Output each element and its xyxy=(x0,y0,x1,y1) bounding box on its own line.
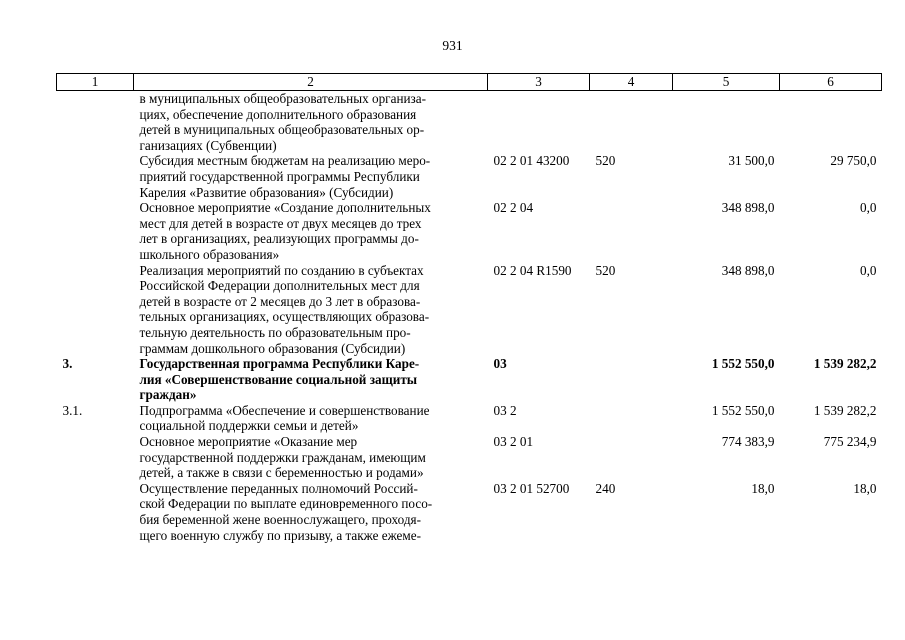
amount-year1-cell: 348 898,0 xyxy=(721,200,775,216)
expense-type-cell xyxy=(590,434,673,481)
amount-year1-cell: 348 898,0 xyxy=(721,262,775,278)
budget-code-cell: 03 2 01 xyxy=(493,434,534,450)
row-number-cell: 3.1. xyxy=(62,402,83,418)
row-name-cell: Государственная программа Республики Каре- лия «Совершенствование социальной защиты граждан» xyxy=(139,356,420,403)
expense-type-cell xyxy=(590,91,673,154)
table-row xyxy=(57,91,882,154)
amount-year2-cell xyxy=(780,91,882,154)
budget-code-cell: 03 2 01 52700 xyxy=(493,480,570,496)
column-header: 2 xyxy=(134,74,488,91)
amount-year1-cell: 18,0 xyxy=(751,480,775,496)
amount-year2-cell: 0,0 xyxy=(860,262,877,278)
amount-year2-cell: 18,0 xyxy=(853,480,877,496)
page-number: 931 xyxy=(442,38,463,53)
expense-type-cell: 520 xyxy=(595,262,616,278)
budget-code-cell: 02 2 01 43200 xyxy=(493,153,570,169)
row-name-cell: Основное мероприятие «Оказание мер государственной поддержки гражданам, имеющим детей, а также в связи с беременностью и родами» xyxy=(139,434,426,481)
amount-year2-cell: 0,0 xyxy=(860,200,877,216)
column-header: 6 xyxy=(780,74,882,91)
row-number-cell xyxy=(57,200,134,262)
expense-type-cell xyxy=(590,403,673,434)
budget-code-cell: 03 xyxy=(493,356,507,372)
amount-year2-cell: 1 539 282,2 xyxy=(813,402,877,418)
expense-type-cell: 240 xyxy=(595,480,616,496)
table-row xyxy=(57,481,882,543)
table-row xyxy=(57,263,882,357)
amount-year2-cell: 775 234,9 xyxy=(823,434,877,450)
column-header: 4 xyxy=(590,74,673,91)
row-number-cell xyxy=(57,91,134,154)
budget-table xyxy=(56,73,882,543)
column-header: 3 xyxy=(488,74,590,91)
expense-type-cell xyxy=(590,356,673,403)
column-header: 5 xyxy=(673,74,780,91)
table-body xyxy=(57,91,882,544)
table-header-row xyxy=(57,74,882,91)
table-row xyxy=(57,356,882,403)
expense-type-cell: 520 xyxy=(595,153,616,169)
amount-year1-cell xyxy=(673,91,780,154)
budget-code-cell: 03 2 xyxy=(493,402,517,418)
expense-type-cell xyxy=(590,200,673,262)
row-name-cell: Основное мероприятие «Создание дополнительных мест для детей в возрасте от двух месяцев до трех лет в организациях, реализующих программы до- школьного образования» xyxy=(139,200,431,262)
amount-year1-cell: 31 500,0 xyxy=(728,153,775,169)
amount-year2-cell: 1 539 282,2 xyxy=(813,356,877,372)
row-name-cell: Субсидия местным бюджетам на реализацию меро- приятий государственной программы Республики Карелия «Развитие образования» (Субсидии) xyxy=(139,153,431,200)
amount-year1-cell: 1 552 550,0 xyxy=(711,356,775,372)
table-row xyxy=(57,153,882,200)
row-name-cell: Осуществление переданных полномочий Россий- ской Федерации по выплате единовременного посо- бия беременной жене военнослужащего, проходя- щего военную службу по призыву, а также ежеме- xyxy=(139,480,433,543)
row-name-cell: в муниципальных общеобразовательных организа- циях, обеспечение дополнительного образования детей в муниципальных общеобразовательных ор- ганизациях (Субвенции) xyxy=(139,91,427,153)
amount-year1-cell: 1 552 550,0 xyxy=(711,402,775,418)
row-number-cell xyxy=(57,263,134,357)
row-number-cell: 3. xyxy=(62,356,73,372)
column-header: 1 xyxy=(57,74,134,91)
amount-year1-cell: 774 383,9 xyxy=(721,434,775,450)
amount-year2-cell: 29 750,0 xyxy=(830,153,877,169)
row-number-cell xyxy=(57,153,134,200)
row-number-cell xyxy=(57,434,134,481)
row-name-cell: Подпрограмма «Обеспечение и совершенствование социальной поддержки семьи и детей» xyxy=(139,402,430,434)
table-row xyxy=(57,200,882,262)
row-name-cell: Реализация мероприятий по созданию в субъектах Российской Федерации дополнительных мест для детей в возрасте от 2 месяцев до 3 лет в образова- тельных организациях, осуществляющих образова- тельную деятельность по образовательным про- граммам дошкольного образования (Субсидии) xyxy=(139,262,430,356)
table-row xyxy=(57,434,882,481)
row-number-cell xyxy=(57,481,134,543)
budget-code-cell xyxy=(488,91,590,154)
budget-code-cell: 02 2 04 xyxy=(493,200,534,216)
budget-code-cell: 02 2 04 R1590 xyxy=(493,262,572,278)
table-row xyxy=(57,403,882,434)
